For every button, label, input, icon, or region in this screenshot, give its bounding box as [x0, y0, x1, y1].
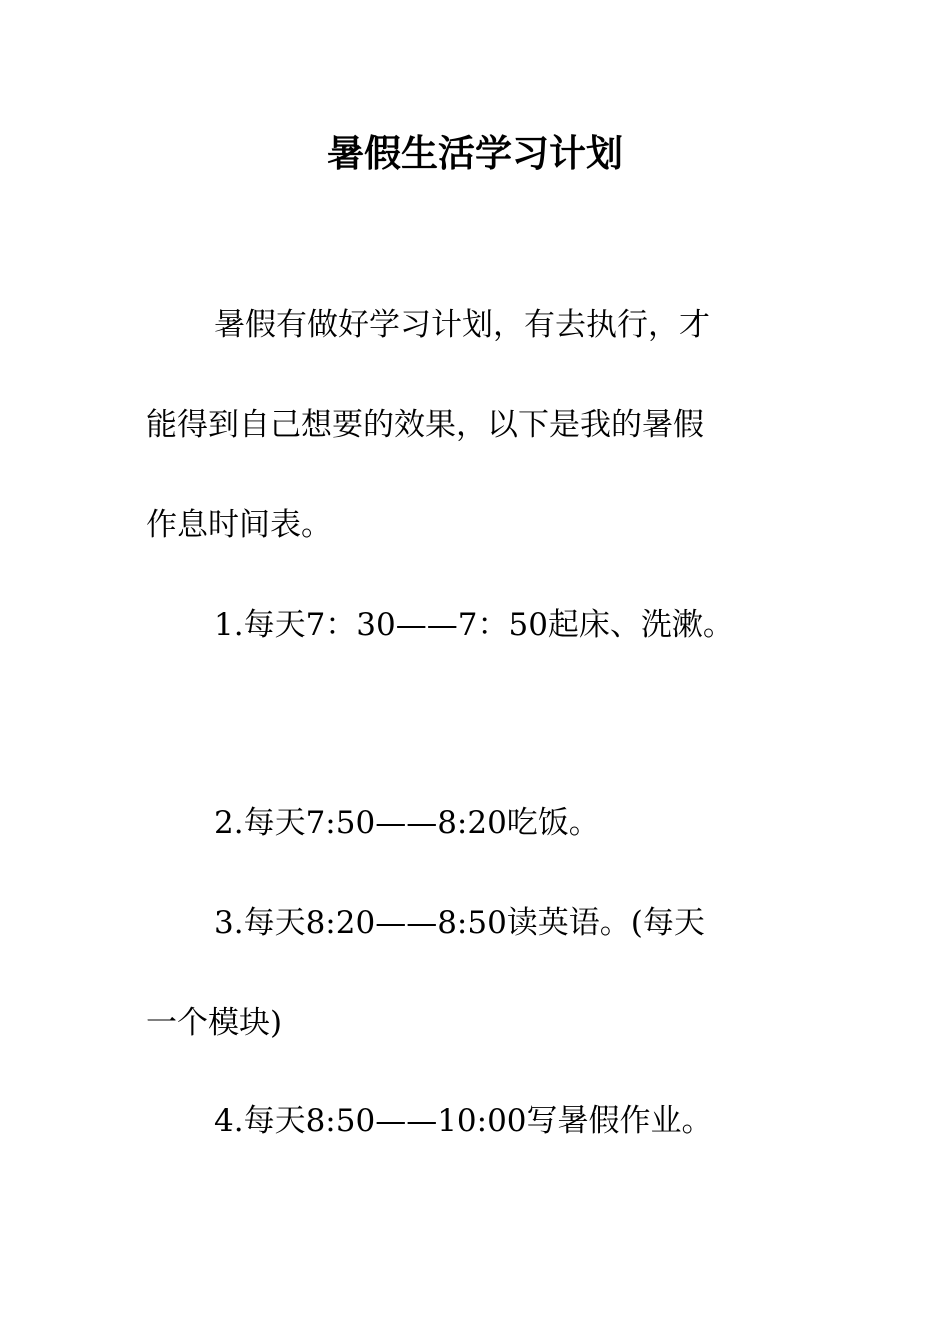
schedule-item-3-line-1: 3.每天8:20——8:50读英语。(每天 — [214, 905, 705, 941]
intro-line-3: 作息时间表。 — [146, 507, 332, 543]
schedule-item-1: 1.每天7：30——7：50起床、洗漱。 — [214, 607, 734, 643]
intro-line-1: 暑假有做好学习计划，有去执行，才 — [214, 307, 710, 343]
schedule-item-3-line-2: 一个模块) — [146, 1005, 283, 1041]
document-title: 暑假生活学习计划 — [327, 132, 623, 175]
intro-line-2: 能得到自己想要的效果，以下是我的暑假 — [146, 407, 704, 443]
schedule-item-4: 4.每天8:50——10:00写暑假作业。 — [214, 1103, 713, 1139]
schedule-item-2: 2.每天7:50——8:20吃饭。 — [214, 805, 600, 841]
